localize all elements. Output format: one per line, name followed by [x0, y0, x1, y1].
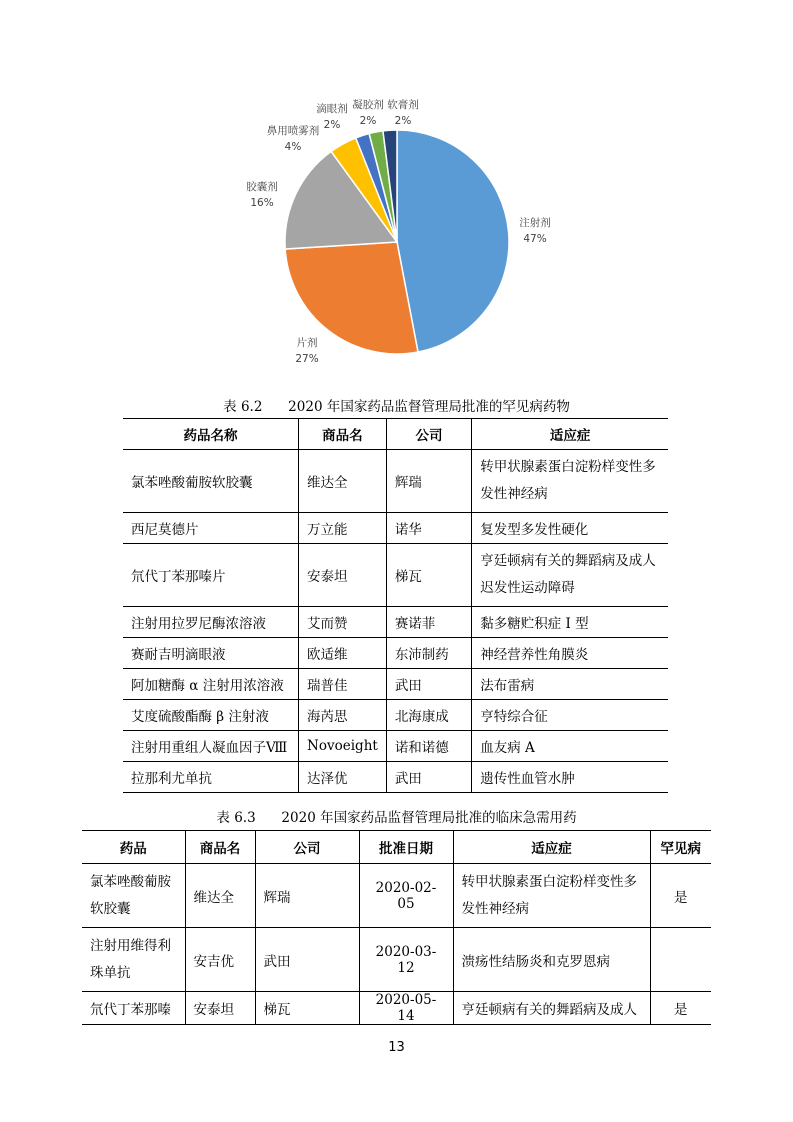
column-header: 适应症	[472, 419, 668, 450]
drug-name-cell: 注射用拉罗尼酶浓溶液	[123, 607, 299, 638]
slice-percent-label: 47%	[523, 233, 547, 245]
table-row	[82, 992, 711, 1025]
slice-category-label: 滴眼剂	[316, 103, 348, 115]
company-cell: 辉瑞	[255, 864, 359, 928]
drug-name-cell: 注射用重组人凝血因子Ⅷ	[123, 731, 299, 762]
slice-percent-label: 2%	[323, 119, 341, 131]
column-header: 公司	[255, 831, 359, 864]
approval-date-cell: 2020-05-14	[359, 992, 453, 1025]
column-header: 商品名	[299, 419, 387, 450]
slice-category-label: 鼻用喷雾剂	[266, 125, 320, 137]
company-cell: 东沛制药	[386, 638, 471, 669]
slice-category-label: 片剂	[296, 337, 318, 349]
rare-disease-cell	[650, 928, 711, 992]
slice-category-label: 凝胶剂	[352, 99, 384, 111]
brand-name-cell: 瑞普佳	[299, 669, 387, 700]
company-cell: 武田	[255, 928, 359, 992]
urgent-clinical-drugs-table	[82, 830, 711, 1025]
company-cell: 赛诺菲	[386, 607, 471, 638]
column-header: 适应症	[453, 831, 650, 864]
brand-name-cell: 欧适维	[299, 638, 387, 669]
pie-slice	[397, 130, 509, 352]
indication-cell: 遗传性血管水肿	[472, 762, 668, 793]
brand-name-cell: 安泰坦	[299, 544, 387, 607]
table-row	[123, 544, 668, 607]
rare-disease-cell: 是	[650, 992, 711, 1025]
indication-cell: 复发型多发性硬化	[472, 513, 668, 544]
slice-percent-label: 2%	[359, 115, 377, 127]
company-cell: 梯瓦	[386, 544, 471, 607]
table-row	[82, 928, 711, 992]
slice-percent-label: 2%	[394, 115, 412, 127]
drug-name-cell: 赛耐吉明滴眼液	[123, 638, 299, 669]
rare-disease-drugs-table	[123, 418, 668, 793]
table-row	[123, 700, 668, 731]
drug-name-cell: 拉那利尤单抗	[123, 762, 299, 793]
dosage-form-pie-chart	[0, 0, 793, 380]
column-header: 药品	[82, 831, 185, 864]
drug-name-cell: 氯苯唑酸葡胺软胶囊	[123, 450, 299, 513]
drug-name-cell: 西尼莫德片	[123, 513, 299, 544]
indication-cell: 亨特综合征	[472, 700, 668, 731]
brand-name-cell: 艾而赞	[299, 607, 387, 638]
table-row	[123, 669, 668, 700]
indication-cell: 黏多糖贮积症 Ⅰ 型	[472, 607, 668, 638]
brand-name-cell: Novoeight	[299, 731, 387, 762]
slice-category-label: 注射剂	[519, 217, 551, 229]
drug-name-cell: 艾度硫酸酯酶 β 注射液	[123, 700, 299, 731]
brand-name-cell: 安泰坦	[185, 992, 255, 1025]
indication-cell: 转甲状腺素蛋白淀粉样变性多发性神经病	[472, 450, 668, 513]
column-header: 商品名	[185, 831, 255, 864]
brand-name-cell: 安吉优	[185, 928, 255, 992]
page-number: 13	[388, 1040, 405, 1055]
indication-cell: 亨廷顿病有关的舞蹈病及成人迟发性运动障碍	[472, 544, 668, 607]
brand-name-cell: 达泽优	[299, 762, 387, 793]
drug-name-cell: 氘代丁苯那嗪片	[123, 544, 299, 607]
approval-date-cell: 2020-02-05	[359, 864, 453, 928]
table-row	[82, 864, 711, 928]
indication-cell: 亨廷顿病有关的舞蹈病及成人	[453, 992, 650, 1025]
brand-name-cell: 万立能	[299, 513, 387, 544]
indication-cell: 神经营养性角膜炎	[472, 638, 668, 669]
column-header: 批准日期	[359, 831, 453, 864]
drug-name-cell: 氯苯唑酸葡胺软胶囊	[82, 864, 185, 928]
company-cell: 武田	[386, 762, 471, 793]
company-cell: 辉瑞	[386, 450, 471, 513]
table-row	[123, 638, 668, 669]
table-row	[123, 450, 668, 513]
drug-name-cell: 阿加糖酶 α 注射用浓溶液	[123, 669, 299, 700]
indication-cell: 血友病 A	[472, 731, 668, 762]
brand-name-cell: 海芮思	[299, 700, 387, 731]
slice-category-label: 胶囊剂	[246, 181, 278, 193]
table-6-2-caption: 表 6.2 2020 年国家药品监督管理局批准的罕见病药物	[223, 399, 570, 415]
brand-name-cell: 维达全	[185, 864, 255, 928]
company-cell: 诺华	[386, 513, 471, 544]
indication-cell: 转甲状腺素蛋白淀粉样变性多发性神经病	[453, 864, 650, 928]
slice-percent-label: 16%	[250, 197, 274, 209]
table-row	[123, 762, 668, 793]
table-row	[123, 731, 668, 762]
drug-name-cell: 注射用维得利珠单抗	[82, 928, 185, 992]
slice-category-label: 软膏剂	[387, 99, 419, 111]
rare-disease-cell: 是	[650, 864, 711, 928]
company-cell: 武田	[386, 669, 471, 700]
slice-percent-label: 27%	[295, 353, 319, 365]
approval-date-cell: 2020-03-12	[359, 928, 453, 992]
slice-percent-label: 4%	[284, 141, 302, 153]
column-header: 药品名称	[123, 419, 299, 450]
company-cell: 梯瓦	[255, 992, 359, 1025]
table-row	[123, 513, 668, 544]
indication-cell: 法布雷病	[472, 669, 668, 700]
column-header: 公司	[386, 419, 471, 450]
company-cell: 诺和诺德	[386, 731, 471, 762]
company-cell: 北海康成	[386, 700, 471, 731]
table-row	[123, 607, 668, 638]
indication-cell: 溃疡性结肠炎和克罗恩病	[453, 928, 650, 992]
brand-name-cell: 维达全	[299, 450, 387, 513]
drug-name-cell: 氘代丁苯那嗪	[82, 992, 185, 1025]
table-6-3-caption: 表 6.3 2020 年国家药品监督管理局批准的临床急需用药	[216, 810, 577, 826]
column-header: 罕见病	[650, 831, 711, 864]
